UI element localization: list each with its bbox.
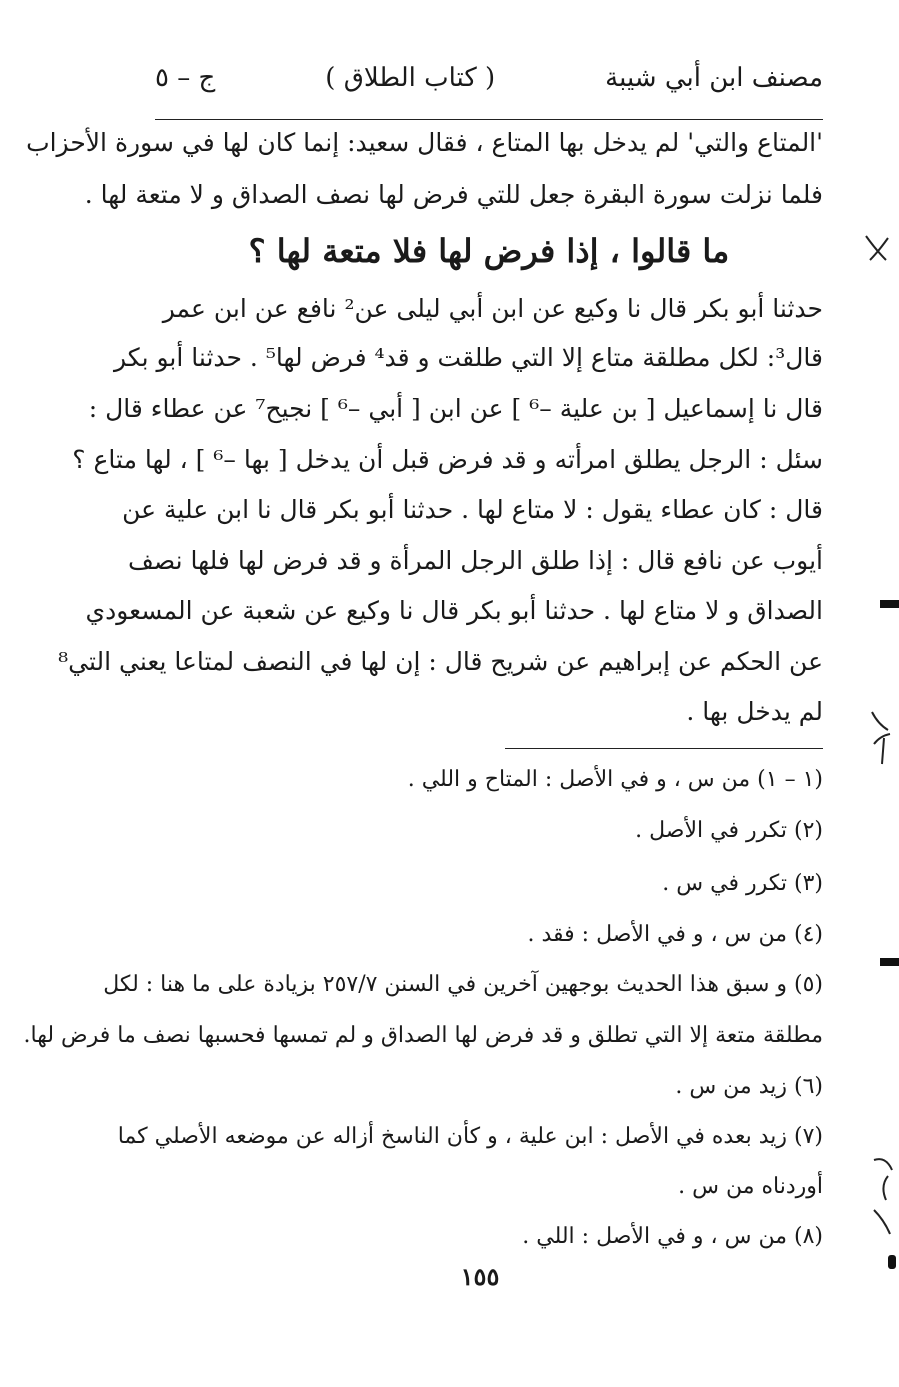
section-heading: ما قالوا ، إذا فرض لها فلا متعة لها ؟	[248, 232, 730, 270]
text-line: فلما نزلت سورة البقرة جعل للتي فرض لها نصف الصداق و لا متعة لها .	[84, 180, 823, 209]
body-line: الصداق و لا متاع لها . حدثنا أبو بكر قال نا وكيع عن شعبة عن المسعودي	[85, 596, 823, 625]
running-header	[155, 58, 823, 98]
footnote: مطلقة متعة إلا التي تطلق و قد فرض لها الصداق و لم تمسها فحسبها نصف ما فرض لها.	[23, 1023, 823, 1048]
body-line: سئل : الرجل يطلق امرأته و قد فرض قبل أن يدخل [ بها –⁶ ] ، لها متاع ؟	[72, 445, 823, 474]
footnote: (٧) زيد بعده في الأصل : ابن علية ، و كأن الناسخ أزاله عن موضعه الأصلي كما	[117, 1124, 823, 1149]
footnote: (٥) و سبق هذا الحديث بوجهين آخرين في السنن ٢٥٧/٧ بزيادة على ما هنا : لكل	[103, 972, 823, 997]
footnote: (٣) تكرر في س .	[662, 871, 823, 896]
book-title: مصنف ابن أبي شيبة	[605, 63, 823, 93]
margin-mark-icon	[888, 1255, 896, 1269]
body-line: أيوب عن نافع قال : إذا طلق الرجل المرأة و قد فرض لها فلها نصف	[128, 546, 823, 575]
footnote: (١ – ١) من س ، و في الأصل : المتاح و اللي .	[407, 767, 823, 792]
chapter-title: ( كتاب الطلاق )	[325, 63, 496, 93]
footnote: أوردناه من س .	[678, 1174, 823, 1199]
footnote: (٢) تكرر في الأصل .	[635, 818, 823, 843]
footnote-separator	[505, 748, 823, 749]
margin-mark-icon	[880, 600, 899, 608]
margin-mark-icon	[880, 958, 899, 966]
body-line: قال³: لكل مطلقة متاع إلا التي طلقت و قد⁴ فرض لها⁵ . حدثنا أبو بكر	[114, 343, 823, 372]
body-line: قال نا إسماعيل [ بن علية –⁶ ] عن ابن [ أبي –⁶ ] نجيح⁷ عن عطاء قال :	[88, 394, 823, 423]
margin-mark-icon	[866, 708, 896, 768]
body-line: حدثنا أبو بكر قال نا وكيع عن ابن أبي ليلى عن² نافع عن ابن عمر	[162, 294, 823, 323]
footnote: (٤) من س ، و في الأصل : فقد .	[527, 922, 823, 947]
body-line: لم يدخل بها .	[686, 697, 823, 726]
footnote: (٨) من س ، و في الأصل : اللي .	[522, 1224, 823, 1249]
body-line: قال : كان عطاء يقول : لا متاع لها . حدثنا أبو بكر قال نا ابن علية عن	[122, 495, 823, 524]
volume-number: ج – ٥	[155, 63, 216, 93]
footnote: (٦) زيد من س .	[675, 1074, 823, 1099]
margin-mark-icon	[870, 1150, 898, 1240]
body-line: عن الحكم عن إبراهيم عن شريح قال : إن لها في النصف لمتاعا يعني التي⁸	[58, 647, 823, 676]
page-number: ١٥٥	[460, 1262, 500, 1291]
text-line: 'المتاع والتي' لم يدخل بها المتاع ، فقال سعيد: إنما كان لها في سورة الأحزاب	[26, 128, 823, 157]
margin-mark-icon	[862, 230, 892, 270]
header-rule	[155, 119, 823, 120]
